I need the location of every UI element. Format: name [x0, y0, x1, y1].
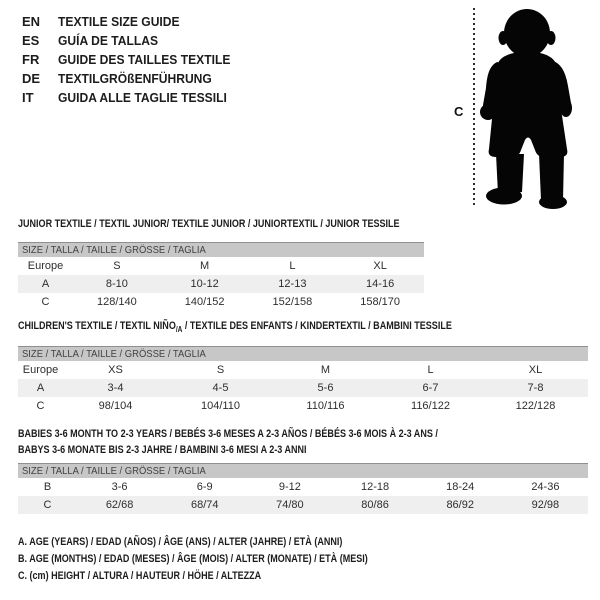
size-header-bar: SIZE / TALLA / TAILLE / GRÖSSE / TAGLIA: [18, 463, 588, 478]
junior-table-title: JUNIOR TEXTILE / TEXTIL JUNIOR/ TEXTILE JUNIOR / JUNIORTEXTIL / JUNIOR TESSILE: [18, 218, 400, 230]
size-cell: 4-5: [212, 382, 229, 394]
size-cell: XS: [108, 364, 123, 376]
size-cell: S: [113, 260, 121, 272]
size-cell: 158/170: [360, 296, 400, 308]
size-cell: 7-8: [527, 382, 544, 394]
language-label: TEXTILE SIZE GUIDE: [58, 14, 180, 29]
size-cell: 128/140: [96, 296, 137, 308]
row-label-cell: C: [43, 499, 52, 511]
table-row: [18, 293, 424, 311]
size-cell: 10-12: [190, 278, 219, 290]
language-label: GUIDA ALLE TAGLIE TESSILI: [58, 90, 227, 105]
size-cell: 12-18: [360, 481, 390, 493]
row-label-cell: Europe: [27, 260, 64, 272]
height-dotted-line: [473, 8, 475, 206]
size-header-bar: SIZE / TALLA / TAILLE / GRÖSSE / TAGLIA: [18, 346, 588, 361]
children-textile-section: [18, 318, 588, 415]
language-code: FR: [22, 52, 40, 67]
table-row: [18, 496, 588, 514]
children-table-title: CHILDREN'S TEXTILE / TEXTIL $NIÑO_{/A}$ / TEXTILE DES ENFANTS / KINDERTEXTIL / BAMBINI TESSILE: [18, 320, 452, 335]
babies-table-title-line2: BABYS 3-6 MONATE BIS 2-3 JAHRE / BAMBINI 3-6 MESI A 2-3 ANNI: [18, 444, 307, 456]
size-cell: 74/80: [276, 499, 304, 511]
language-code: EN: [22, 14, 41, 29]
size-cell: XL: [528, 364, 543, 376]
size-cell: 62/68: [105, 499, 134, 511]
table-row: [18, 379, 588, 397]
size-cell: M: [200, 260, 210, 272]
size-cell: 86/92: [446, 499, 474, 511]
babies-table-title-line1: BABIES 3-6 MONTH TO 2-3 YEARS / BEBÉS 3-6 MESES A 2-3 AÑOS / BÉBÉS 3-6 MOIS À 2-3 ANS /: [18, 428, 438, 440]
size-cell: XL: [373, 260, 387, 272]
legend-line-c: C. (cm) HEIGHT / ALTURA / HAUTEUR / HÖHE / ALTEZZA: [18, 570, 262, 582]
table-row: [18, 275, 424, 293]
size-cell: 8-10: [105, 278, 128, 290]
size-cell: 3-4: [107, 382, 124, 394]
size-cell: M: [320, 364, 331, 376]
size-cell: 92/98: [531, 499, 560, 511]
size-cell: 116/122: [411, 400, 450, 412]
size-cell: 12-13: [278, 278, 307, 290]
size-cell: 6-7: [422, 382, 439, 394]
row-label-cell: C: [41, 296, 50, 308]
size-cell: 152/158: [272, 296, 313, 308]
children-size-table: [18, 361, 588, 415]
size-cell: 104/110: [201, 400, 240, 412]
legend-line-b: B. AGE (MONTHS) / EDAD (MESES) / ÂGE (MOIS) / ALTER (MONATE) / ETÀ (MESI): [18, 553, 368, 565]
table-row: [18, 478, 588, 496]
language-label: TEXTILGRÖßENFÜHRUNG: [58, 71, 212, 86]
row-label-cell: C: [36, 400, 45, 412]
language-label: GUIDE DES TAILLES TEXTILE: [58, 52, 231, 67]
size-cell: 140/152: [184, 296, 225, 308]
language-code: IT: [22, 90, 34, 105]
size-cell: 98/104: [98, 400, 133, 412]
legend-line-a: A. AGE (YEARS) / EDAD (AÑOS) / ÂGE (ANS) / ALTER (JAHRE) / ETÀ (ANNI): [18, 536, 343, 548]
measure-legend: [18, 534, 445, 585]
language-code: DE: [22, 71, 41, 86]
size-cell: 80/86: [361, 499, 389, 511]
size-cell: 110/116: [306, 400, 345, 412]
size-cell: 14-16: [366, 278, 395, 290]
size-cell: 6-9: [196, 481, 213, 493]
language-code: ES: [22, 33, 40, 48]
size-cell: 68/74: [190, 499, 219, 511]
junior-size-table: [18, 257, 424, 311]
size-cell: 24-36: [531, 481, 560, 493]
size-cell: S: [216, 364, 225, 376]
row-label-cell: A: [41, 278, 50, 290]
row-label-cell: A: [36, 382, 45, 394]
height-measure-figure: [440, 0, 600, 215]
size-cell: 18-24: [446, 481, 475, 493]
baby-silhouette-icon: [478, 6, 575, 211]
size-cell: 9-12: [278, 481, 301, 493]
size-cell: 5-6: [317, 382, 334, 394]
language-row-fr: [22, 50, 243, 69]
size-cell: 3-6: [111, 481, 128, 493]
junior-textile-section: [18, 216, 424, 311]
language-label: GUÍA DE TALLAS: [58, 33, 159, 48]
size-cell: L: [289, 260, 296, 272]
height-measure-label: C: [454, 104, 464, 119]
row-label-cell: Europe: [22, 364, 59, 376]
row-label-cell: B: [43, 481, 52, 493]
table-row: [18, 361, 588, 379]
language-list: [22, 12, 243, 107]
size-cell: L: [427, 364, 434, 376]
size-header-bar: SIZE / TALLA / TAILLE / GRÖSSE / TAGLIA: [18, 242, 424, 257]
babies-textile-section: [18, 426, 588, 514]
table-row: [18, 257, 424, 275]
language-row-es: [22, 31, 243, 50]
language-row-en: [22, 12, 243, 31]
table-row: [18, 397, 588, 415]
babies-size-table: [18, 478, 588, 514]
language-row-it: [22, 88, 243, 107]
size-cell: 122/128: [515, 400, 556, 412]
language-row-de: [22, 69, 243, 88]
